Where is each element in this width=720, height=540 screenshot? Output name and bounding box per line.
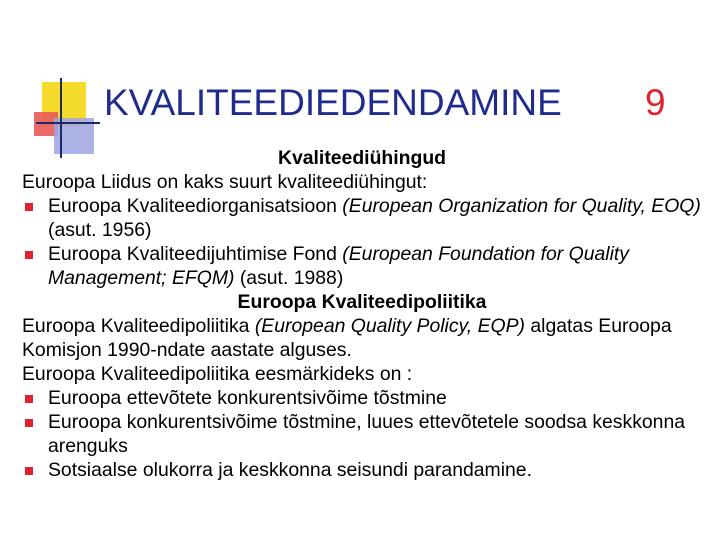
bullet-square-icon (25, 395, 33, 403)
bullet-square-icon (25, 251, 33, 259)
bullet-square-icon (25, 203, 33, 211)
item-suffix: (asut. 1956) (48, 219, 152, 241)
item-text: Euroopa Kvaliteedijuhtimise Fond (48, 243, 343, 265)
list-item (22, 458, 702, 482)
section-heading-policy: Euroopa Kvaliteedipoliitika (237, 291, 487, 313)
list-item (22, 242, 702, 290)
goal-text: Sotsiaalse olukorra ja keskkonna seisundi parandamine. (48, 459, 532, 481)
item-italic-text: (European Organization for Quality, EOQ) (342, 195, 701, 217)
policy-suffix: algatas Euroopa Komisjon 1990-ndate aastate alguses. (22, 315, 672, 361)
slide-title: KVALITEEDIEDENDAMINE (104, 82, 562, 123)
item-text: Euroopa Kvaliteediorganisatsioon (48, 195, 343, 217)
goal-text: Euroopa konkurentsivõime tõstmine, luues ettevõtetele soodsa keskkonna arenguks (48, 411, 686, 457)
policy-italic-text: (European Quality Policy, EQP) (254, 315, 525, 337)
bullet-square-icon (25, 419, 33, 427)
bullet-square-icon (25, 467, 33, 475)
item-suffix: (asut. 1988) (234, 267, 344, 289)
goals-intro: Euroopa Kvaliteedipoliitika eesmärkideks on : (22, 363, 413, 385)
slide-content (22, 146, 702, 482)
page-number: 9 (645, 82, 666, 123)
list-item (22, 410, 702, 458)
policy-paragraph (22, 314, 702, 362)
section-heading-associations: Kvaliteediühingud (277, 147, 447, 169)
logo-horizontal-line (36, 122, 100, 124)
goal-text: Euroopa ettevõtete konkurentsivõime tõstmine (48, 387, 447, 409)
list-item (22, 386, 702, 410)
associations-intro: Euroopa Liidus on kaks suurt kvaliteediühingut: (22, 171, 428, 193)
item-italic-text: (European Foundation for Quality Management; EFQM) (48, 243, 629, 289)
policy-text: Euroopa Kvaliteedipoliitika (22, 315, 255, 337)
list-item (22, 194, 702, 242)
